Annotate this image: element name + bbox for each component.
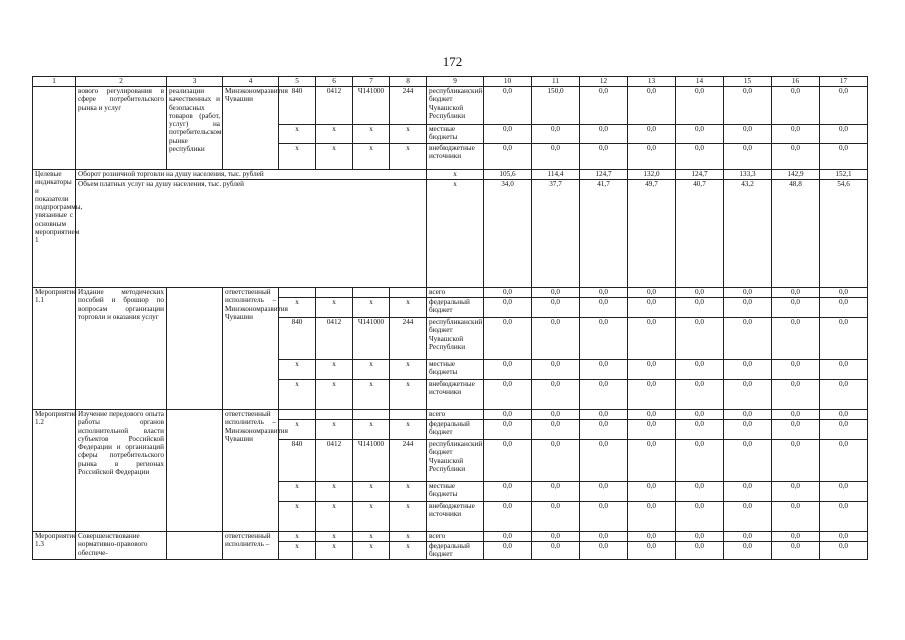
- table-cell: x: [353, 532, 390, 542]
- table-cell: 114,4: [532, 170, 580, 180]
- table-cell: 14: [676, 77, 724, 87]
- table-cell: 0,0: [772, 410, 820, 420]
- table-cell: 0,0: [676, 288, 724, 298]
- table-cell: x: [427, 180, 484, 288]
- table-cell: x: [279, 532, 316, 542]
- table-cell: 0,0: [532, 318, 580, 360]
- table-cell: x: [427, 170, 484, 180]
- table-cell: 0,0: [772, 420, 820, 440]
- table-cell: 37,7: [532, 180, 580, 288]
- table-cell: [167, 410, 223, 532]
- table-cell: x: [353, 502, 390, 532]
- table-cell: Мероприятие 1.2: [33, 410, 76, 532]
- table-cell: x: [316, 532, 353, 542]
- table-cell: 0,0: [772, 532, 820, 542]
- table-cell: 244: [390, 87, 427, 125]
- table-cell: 0,0: [580, 144, 628, 170]
- table-cell: 0,0: [484, 502, 532, 532]
- table-cell: всего: [427, 288, 484, 298]
- table-cell: 5: [279, 77, 316, 87]
- table-cell: [279, 410, 316, 420]
- table-cell: 49,7: [628, 180, 676, 288]
- table-cell: x: [279, 482, 316, 502]
- table-cell: Издание методических пособий и брошюр по вопросам организации торговли и оказания услуг: [76, 288, 167, 410]
- table-cell: 0,0: [820, 410, 868, 420]
- table-cell: 0,0: [820, 502, 868, 532]
- table-cell: 0,0: [676, 440, 724, 482]
- table-cell: 0,0: [676, 144, 724, 170]
- table-cell: 0,0: [532, 410, 580, 420]
- table-row: [33, 77, 868, 87]
- table-cell: x: [390, 380, 427, 410]
- table-cell: ответственный исполнитель – Минэкономразвития Чувашии: [223, 410, 279, 532]
- table-cell: 0,0: [484, 87, 532, 125]
- table-cell: 13: [628, 77, 676, 87]
- table-cell: 15: [724, 77, 772, 87]
- table-cell: всего: [427, 532, 484, 542]
- table-cell: x: [390, 502, 427, 532]
- table-cell: x: [353, 360, 390, 380]
- table-cell: 9: [427, 77, 484, 87]
- table-cell: x: [279, 420, 316, 440]
- table-cell: 0,0: [580, 288, 628, 298]
- table-cell: 0,0: [532, 380, 580, 410]
- table-cell: 0,0: [820, 420, 868, 440]
- table-cell: x: [316, 360, 353, 380]
- table-cell: 43,2: [724, 180, 772, 288]
- table-cell: [316, 410, 353, 420]
- table-cell: 0,0: [820, 542, 868, 560]
- table-cell: 0,0: [628, 87, 676, 125]
- table-cell: 0,0: [580, 360, 628, 380]
- table-cell: республиканский бюджет Чувашской Республики: [427, 440, 484, 482]
- table-cell: [390, 410, 427, 420]
- table-cell: 0,0: [820, 318, 868, 360]
- table-cell: 0,0: [724, 360, 772, 380]
- table-cell: 244: [390, 318, 427, 360]
- table-cell: 54,6: [820, 180, 868, 288]
- table-cell: x: [279, 125, 316, 144]
- table-row: [33, 180, 868, 288]
- table-cell: 0,0: [676, 532, 724, 542]
- table-cell: x: [316, 125, 353, 144]
- table-cell: 0,0: [484, 144, 532, 170]
- table-cell: 0,0: [676, 360, 724, 380]
- table-cell: 0,0: [532, 420, 580, 440]
- table-cell: 0,0: [532, 144, 580, 170]
- table-cell: 0,0: [724, 542, 772, 560]
- table-cell: 0,0: [820, 87, 868, 125]
- table-cell: 0,0: [580, 482, 628, 502]
- table-cell: вового регулирования в сфере потребительского рынка и услуг: [76, 87, 167, 170]
- table-cell: 0,0: [724, 87, 772, 125]
- table-cell: 0,0: [484, 410, 532, 420]
- table-cell: x: [353, 125, 390, 144]
- table-cell: 0,0: [628, 360, 676, 380]
- table-cell: 132,0: [628, 170, 676, 180]
- table-cell: [390, 288, 427, 298]
- table-cell: реализации качественных и безопасных товаров (работ, услуг) на потребительском рынке республики: [167, 87, 223, 170]
- table-cell: 0,0: [484, 288, 532, 298]
- table-cell: 0,0: [820, 380, 868, 410]
- table-cell: местные бюджеты: [427, 125, 484, 144]
- table-cell: Минэкономразвития Чувашии: [223, 87, 279, 170]
- table-cell: 0,0: [772, 380, 820, 410]
- table-cell: 0,0: [484, 125, 532, 144]
- table-cell: 0,0: [676, 87, 724, 125]
- table-cell: x: [316, 144, 353, 170]
- table-cell: 0,0: [580, 298, 628, 318]
- table-cell: 4: [223, 77, 279, 87]
- table-cell: 0,0: [580, 125, 628, 144]
- table-cell: 0,0: [724, 144, 772, 170]
- table-cell: республиканский бюджет Чувашской Республики: [427, 87, 484, 125]
- table-cell: 0,0: [484, 532, 532, 542]
- table-cell: 0,0: [532, 532, 580, 542]
- table-cell: 840: [279, 318, 316, 360]
- table-cell: 0,0: [772, 482, 820, 502]
- table-cell: 0,0: [676, 318, 724, 360]
- table-cell: x: [390, 482, 427, 502]
- table-cell: x: [316, 420, 353, 440]
- table-cell: 0,0: [628, 532, 676, 542]
- table-cell: 10: [484, 77, 532, 87]
- table-cell: 0,0: [772, 318, 820, 360]
- table-cell: 0,0: [628, 288, 676, 298]
- table-cell: 0,0: [772, 360, 820, 380]
- table-cell: 0,0: [724, 380, 772, 410]
- table-cell: 124,7: [580, 170, 628, 180]
- table-cell: 0,0: [676, 542, 724, 560]
- budget-table: [32, 76, 868, 560]
- table-cell: 0,0: [676, 482, 724, 502]
- table-cell: x: [390, 298, 427, 318]
- table-cell: федеральный бюджет: [427, 542, 484, 560]
- page-number: 172: [442, 54, 463, 69]
- table-cell: федеральный бюджет: [427, 298, 484, 318]
- table-cell: Целевые индикаторы и показатели подпрограммы, увязанные с основным мероприятием 1: [33, 170, 76, 288]
- table-cell: 0,0: [628, 420, 676, 440]
- table-cell: 0,0: [628, 410, 676, 420]
- table-cell: 840: [279, 87, 316, 125]
- table-cell: Совершенствование нормативно-правового обеспече-: [76, 532, 167, 560]
- table-cell: 0,0: [676, 410, 724, 420]
- table-cell: 0,0: [484, 380, 532, 410]
- table-cell: 0,0: [580, 502, 628, 532]
- table-cell: x: [390, 420, 427, 440]
- table-cell: 0,0: [772, 87, 820, 125]
- table-cell: 142,9: [772, 170, 820, 180]
- table-cell: 0,0: [532, 502, 580, 532]
- table-cell: 0,0: [532, 288, 580, 298]
- table-cell: 152,1: [820, 170, 868, 180]
- table-cell: 0,0: [820, 440, 868, 482]
- table-cell: 0,0: [820, 298, 868, 318]
- table-cell: 0,0: [724, 482, 772, 502]
- table-cell: 0,0: [724, 502, 772, 532]
- table-cell: 2: [76, 77, 167, 87]
- table-cell: 41,7: [580, 180, 628, 288]
- table-cell: x: [390, 360, 427, 380]
- table-cell: 0,0: [628, 380, 676, 410]
- table-cell: 0,0: [676, 420, 724, 440]
- table-cell: 34,0: [484, 180, 532, 288]
- table-cell: x: [279, 360, 316, 380]
- table-cell: 0,0: [580, 440, 628, 482]
- table-cell: 0,0: [628, 144, 676, 170]
- table-cell: x: [390, 532, 427, 542]
- table-cell: 0,0: [484, 298, 532, 318]
- table-cell: 0,0: [724, 410, 772, 420]
- table-cell: 3: [167, 77, 223, 87]
- table-cell: 0,0: [772, 288, 820, 298]
- table-cell: 0,0: [724, 125, 772, 144]
- table-cell: внебюджетные источники: [427, 380, 484, 410]
- table-cell: [167, 532, 223, 560]
- table-cell: [279, 288, 316, 298]
- table-cell: 0,0: [580, 532, 628, 542]
- table-cell: ответственный исполнитель – Минэкономразвития Чувашии: [223, 288, 279, 410]
- table-row: [33, 288, 868, 298]
- table-cell: 0412: [316, 440, 353, 482]
- table-cell: x: [353, 542, 390, 560]
- table-cell: x: [353, 420, 390, 440]
- table-cell: 0,0: [820, 125, 868, 144]
- table-cell: 0,0: [532, 542, 580, 560]
- table-cell: [167, 288, 223, 410]
- table-cell: 0,0: [484, 420, 532, 440]
- table-cell: 0,0: [772, 440, 820, 482]
- table-cell: 150,0: [532, 87, 580, 125]
- table-cell: x: [279, 542, 316, 560]
- table-cell: 0,0: [820, 360, 868, 380]
- table-cell: 0,0: [724, 288, 772, 298]
- table-cell: 0412: [316, 318, 353, 360]
- table-cell: 0,0: [772, 502, 820, 532]
- table-cell: 16: [772, 77, 820, 87]
- table-cell: 0,0: [580, 87, 628, 125]
- table-cell: 0,0: [628, 298, 676, 318]
- table-cell: 0,0: [580, 410, 628, 420]
- table-cell: 11: [532, 77, 580, 87]
- table-row: [33, 410, 868, 420]
- table-cell: 0,0: [772, 144, 820, 170]
- table-cell: 0,0: [724, 318, 772, 360]
- table-cell: [33, 87, 76, 170]
- table-cell: 0,0: [484, 360, 532, 380]
- table-cell: 40,7: [676, 180, 724, 288]
- table-cell: 0,0: [772, 298, 820, 318]
- table-cell: 0,0: [532, 125, 580, 144]
- table-cell: 1: [33, 77, 76, 87]
- table-cell: x: [390, 125, 427, 144]
- table-cell: Мероприятие 1.3: [33, 532, 76, 560]
- table-cell: 244: [390, 440, 427, 482]
- table-cell: 0,0: [484, 440, 532, 482]
- table-cell: x: [353, 482, 390, 502]
- table-cell: Ч141000: [353, 318, 390, 360]
- table-cell: x: [279, 144, 316, 170]
- table-cell: 0,0: [484, 542, 532, 560]
- table-cell: 12: [580, 77, 628, 87]
- table-cell: внебюджетные источники: [427, 502, 484, 532]
- table-cell: Ч141000: [353, 440, 390, 482]
- table-cell: 7: [353, 77, 390, 87]
- table-cell: x: [316, 298, 353, 318]
- table-cell: x: [353, 380, 390, 410]
- table-cell: местные бюджеты: [427, 482, 484, 502]
- table-cell: x: [279, 298, 316, 318]
- table-cell: x: [279, 502, 316, 532]
- table-cell: x: [279, 380, 316, 410]
- table-cell: 0,0: [484, 318, 532, 360]
- table-row: [33, 170, 868, 180]
- table-cell: 0,0: [676, 125, 724, 144]
- table-cell: 0,0: [532, 440, 580, 482]
- table-cell: x: [316, 502, 353, 532]
- table-cell: 0,0: [532, 360, 580, 380]
- table-cell: местные бюджеты: [427, 360, 484, 380]
- table-cell: 8: [390, 77, 427, 87]
- table-cell: Объем платных услуг на душу населения, тыс. рублей: [76, 180, 427, 288]
- table-cell: 0,0: [772, 542, 820, 560]
- table-cell: 0,0: [532, 482, 580, 502]
- table-cell: 0,0: [724, 420, 772, 440]
- table-cell: Оборот розничной торговли на душу населения, тыс. рублей: [76, 170, 427, 180]
- table-row: [33, 87, 868, 125]
- table-cell: ответственный исполнитель –: [223, 532, 279, 560]
- table-cell: 105,6: [484, 170, 532, 180]
- table-cell: 48,8: [772, 180, 820, 288]
- table-cell: 0,0: [676, 298, 724, 318]
- table-cell: 0,0: [628, 125, 676, 144]
- table-cell: 0,0: [532, 298, 580, 318]
- table-cell: 0,0: [628, 318, 676, 360]
- table-cell: x: [353, 144, 390, 170]
- table-cell: всего: [427, 410, 484, 420]
- table-cell: x: [353, 298, 390, 318]
- table-cell: 0,0: [580, 380, 628, 410]
- table-cell: 0,0: [628, 482, 676, 502]
- table-cell: 0,0: [772, 125, 820, 144]
- table-cell: 0,0: [724, 298, 772, 318]
- table-cell: 0,0: [628, 502, 676, 532]
- table-cell: 6: [316, 77, 353, 87]
- table-cell: 0412: [316, 87, 353, 125]
- table-cell: 0,0: [676, 380, 724, 410]
- table-cell: x: [316, 482, 353, 502]
- table-cell: 0,0: [820, 288, 868, 298]
- table-cell: 0,0: [484, 482, 532, 502]
- table-cell: Мероприятие 1.1: [33, 288, 76, 410]
- table-cell: 0,0: [724, 440, 772, 482]
- table-cell: 840: [279, 440, 316, 482]
- table-cell: 0,0: [820, 144, 868, 170]
- table-cell: Изучение передового опыта работы органов исполнительной власти субъектов Российской Федерации и организаций сферы потребительского рынка в регионах Российской Федерации: [76, 410, 167, 532]
- table-cell: x: [316, 380, 353, 410]
- table-cell: 0,0: [676, 502, 724, 532]
- table-cell: 0,0: [580, 542, 628, 560]
- table-cell: внебюджетные источники: [427, 144, 484, 170]
- table-cell: 0,0: [580, 420, 628, 440]
- table-cell: [353, 288, 390, 298]
- table-cell: 133,3: [724, 170, 772, 180]
- table-cell: республиканский бюджет Чувашской Республики: [427, 318, 484, 360]
- table-cell: Ч141000: [353, 87, 390, 125]
- table-cell: x: [390, 542, 427, 560]
- table-cell: 17: [820, 77, 868, 87]
- table-cell: 124,7: [676, 170, 724, 180]
- table-row: [33, 532, 868, 542]
- table-cell: x: [390, 144, 427, 170]
- table-cell: 0,0: [628, 440, 676, 482]
- table-cell: [316, 288, 353, 298]
- table-cell: [353, 410, 390, 420]
- table-cell: 0,0: [724, 532, 772, 542]
- table-cell: 0,0: [628, 542, 676, 560]
- table-cell: 0,0: [820, 482, 868, 502]
- table-cell: 0,0: [580, 318, 628, 360]
- table-cell: x: [316, 542, 353, 560]
- table-cell: 0,0: [820, 532, 868, 542]
- table-cell: федеральный бюджет: [427, 420, 484, 440]
